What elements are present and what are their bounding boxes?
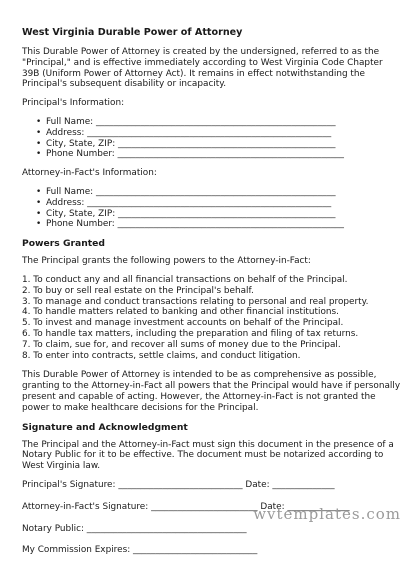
powers-heading: Powers Granted <box>22 238 105 250</box>
agent-full-name-field: • Full Name: ______________________________________________________ <box>36 187 402 198</box>
power-item: 5. To invest and manage investment accounts on behalf of the Principal. <box>22 318 344 329</box>
agent-address-field: • Address: _______________________________________________________ <box>36 198 402 209</box>
watermark: wvtemplates.com <box>253 505 401 523</box>
powers-list <box>22 275 402 361</box>
agent-phone-field: • Phone Number: ___________________________________________________ <box>36 219 402 230</box>
intro-paragraph: This Durable Power of Attorney is created by the undersigned, referred to as the "Principal," and is effective immediately according to West Virginia Code Chapter 39B (Uniform Power of Attorney Act). It remains in effect notwithstanding the Principal's subsequent disability or incapacity. <box>22 47 383 90</box>
document-page <box>22 27 402 567</box>
principal-address-field: • Address: _______________________________________________________ <box>36 128 402 139</box>
principal-full-name-field: • Full Name: ______________________________________________________ <box>36 117 402 128</box>
principal-city-field: • City, State, ZIP: _________________________________________________ <box>36 139 402 150</box>
powers-intro: The Principal grants the following powers to the Attorney-in-Fact: <box>22 256 311 267</box>
principal-fields <box>22 117 402 160</box>
power-item: 1. To conduct any and all financial transactions on behalf of the Principal. <box>22 274 348 285</box>
power-item: 2. To buy or sell real estate on the Principal's behalf. <box>22 285 254 296</box>
power-item: 7. To claim, sue for, and recover all sums of money due to the Principal. <box>22 339 341 350</box>
notary-line: Notary Public: ____________________________________ <box>22 523 247 534</box>
commission-line: My Commission Expires: ____________________________ <box>22 545 258 556</box>
power-item: 3. To manage and conduct transactions relating to personal and real property. <box>22 296 369 307</box>
document-title: West Virginia Durable Power of Attorney <box>22 27 243 38</box>
power-item: 4. To handle matters related to banking and other financial institutions. <box>22 307 339 318</box>
agent-heading: Attorney-in-Fact's Information: <box>22 168 157 179</box>
principal-heading: Principal's Information: <box>22 98 125 109</box>
powers-closing: This Durable Power of Attorney is intended to be as comprehensive as possible, granting to the Attorney-in-Fact all powers that the Principal would have if personally present and capable of acting. However, the Attorney-in-Fact is not granted the power to make healthcare decisions for the Principal. <box>22 370 401 413</box>
power-item: 6. To handle tax matters, including the preparation and filing of tax returns. <box>22 328 359 339</box>
principal-signature-line: Principal's Signature: ____________________________ Date: ______________ <box>22 479 335 490</box>
signature-heading: Signature and Acknowledgment <box>22 421 188 433</box>
agent-fields <box>22 187 402 230</box>
power-item: 8. To enter into contracts, settle claims, and conduct litigation. <box>22 350 301 361</box>
agent-city-field: • City, State, ZIP: _________________________________________________ <box>36 209 402 220</box>
agent-signature-line: Attorney-in-Fact's Signature: ________________________ Date: ______________ <box>22 501 350 512</box>
signature-text: The Principal and the Attorney-in-Fact must sign this document in the presence of a Notary Public for it to be effective. The document must be notarized according to West Virginia law. <box>22 439 394 472</box>
principal-phone-field: • Phone Number: ___________________________________________________ <box>36 149 402 160</box>
